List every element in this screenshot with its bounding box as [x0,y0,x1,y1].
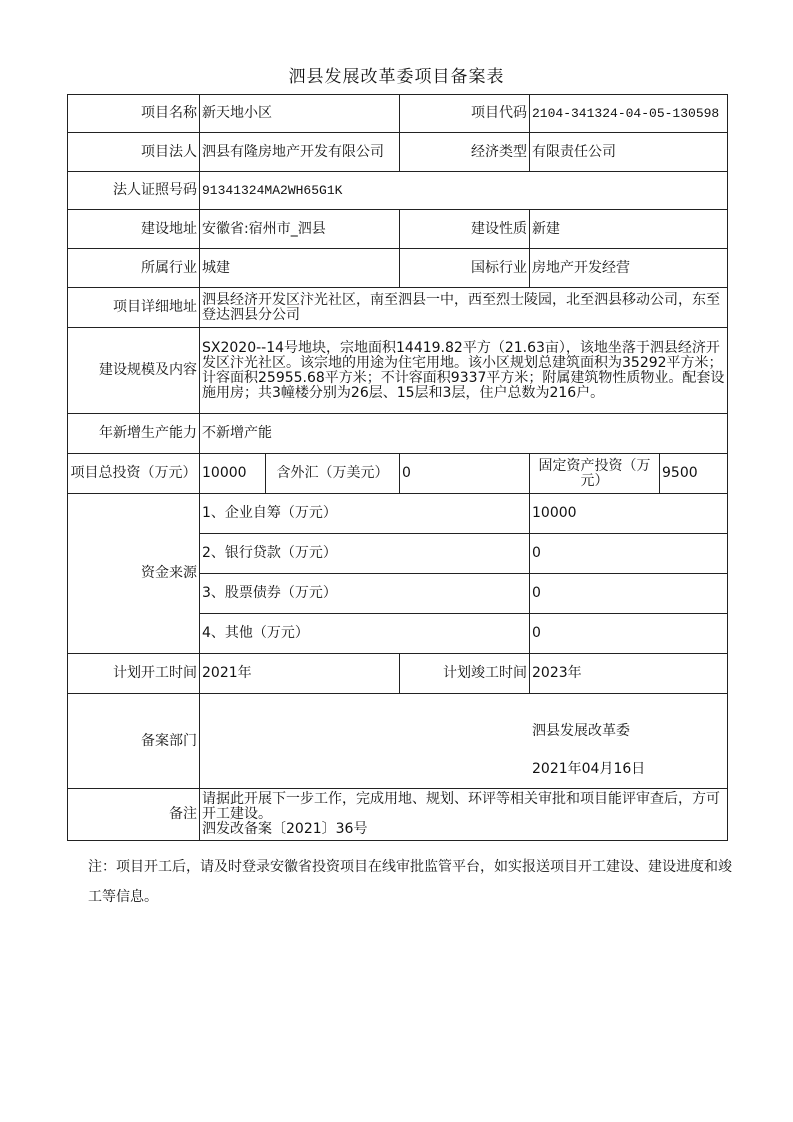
footnote: 注：项目开工后，请及时登录安徽省投资项目在线审批监管平台，如实报送项目开工建设、建设进度和竣工等信息。 [88,859,732,905]
fund-item-value: 10000 [530,494,728,534]
row-remark [68,789,728,841]
economic-type-label: 经济类型 [400,133,530,172]
legal-cert-value: 91341324MA2WH65G1K [200,172,728,210]
fixed-investment-label: 固定资产投资（万元） [530,454,660,494]
filing-number: 泗发改备案〔2021〕36号 [202,821,368,837]
remark-text: 请据此开展下一步工作，完成用地、规划、环评等相关审批和项目能评审查后，方可开工建设。 [202,791,720,822]
economic-type-value: 有限责任公司 [530,133,728,172]
fund-item-value: 0 [530,614,728,654]
row-fund-1 [68,494,728,534]
legal-person-label: 项目法人 [68,133,200,172]
project-code-label: 项目代码 [400,95,530,133]
address-value: 安徽省:宿州市_泗县 [200,210,400,249]
start-time-label: 计划开工时间 [68,654,200,694]
row-department [68,694,728,789]
finish-time-value: 2023年 [530,654,728,694]
row-investment [68,454,728,494]
fixed-investment-value: 9500 [660,454,728,494]
filing-form-table [67,94,728,841]
remark-cell [200,789,728,841]
fund-item-label: 1、企业自筹（万元） [200,494,530,534]
nature-label: 建设性质 [400,210,530,249]
form-title: 泗县发展改革委项目备案表 [288,67,505,87]
project-name-value: 新天地小区 [200,95,400,133]
industry-label: 所属行业 [68,249,200,288]
total-investment-value: 10000 [200,454,266,494]
detail-address-label: 项目详细地址 [68,288,200,328]
fund-source-label: 资金来源 [68,494,200,654]
scale-label: 建设规模及内容 [68,328,200,414]
row-legal-person [68,133,728,172]
detail-address-value: 泗县经济开发区汴光社区，南至泗县一中，西至烈士陵园，北至泗县移动公司，东至登达泗县分公司 [200,288,728,328]
fund-item-value: 0 [530,534,728,574]
fund-item-label: 4、其他（万元） [200,614,530,654]
project-code-value: 2104-341324-04-05-130598 [530,95,728,133]
address-label: 建设地址 [68,210,200,249]
fund-item-value: 0 [530,574,728,614]
row-scale [68,328,728,414]
row-capacity [68,414,728,454]
department-label: 备案部门 [68,694,200,789]
fund-item-label: 2、银行贷款（万元） [200,534,530,574]
foreign-exchange-label: 含外汇（万美元） [266,454,400,494]
department-name: 泗县发展改革委 [532,723,630,739]
department-cell [200,694,728,789]
start-time-value: 2021年 [200,654,400,694]
row-detail-address [68,288,728,328]
row-legal-cert [68,172,728,210]
finish-time-label: 计划竣工时间 [400,654,530,694]
national-industry-value: 房地产开发经营 [530,249,728,288]
row-industry [68,249,728,288]
national-industry-label: 国标行业 [400,249,530,288]
nature-value: 新建 [530,210,728,249]
capacity-label: 年新增生产能力 [68,414,200,454]
department-date: 2021年04月16日 [532,761,646,777]
scale-value: SX2020--14号地块，宗地面积14419.82平方（21.63亩），该地坐落于泗县经济开发区汴光社区。该宗地的用途为住宅用地。该小区规划总建筑面积为35292平方米；计容面积25955.68平方米；不计容面积9337平方米；附属建筑物性质物业。配套设施用房；共3幢楼分别为26层、15层和3层，住户总数为216户。 [200,328,728,414]
capacity-value: 不新增产能 [200,414,728,454]
project-name-label: 项目名称 [68,95,200,133]
row-project-name [68,95,728,133]
industry-value: 城建 [200,249,400,288]
foreign-exchange-value: 0 [400,454,530,494]
fund-item-label: 3、股票债券（万元） [200,574,530,614]
total-investment-label: 项目总投资（万元） [68,454,200,494]
legal-person-value: 泗县有隆房地产开发有限公司 [200,133,400,172]
remark-label: 备注 [68,789,200,841]
row-schedule [68,654,728,694]
row-address [68,210,728,249]
legal-cert-label: 法人证照号码 [68,172,200,210]
